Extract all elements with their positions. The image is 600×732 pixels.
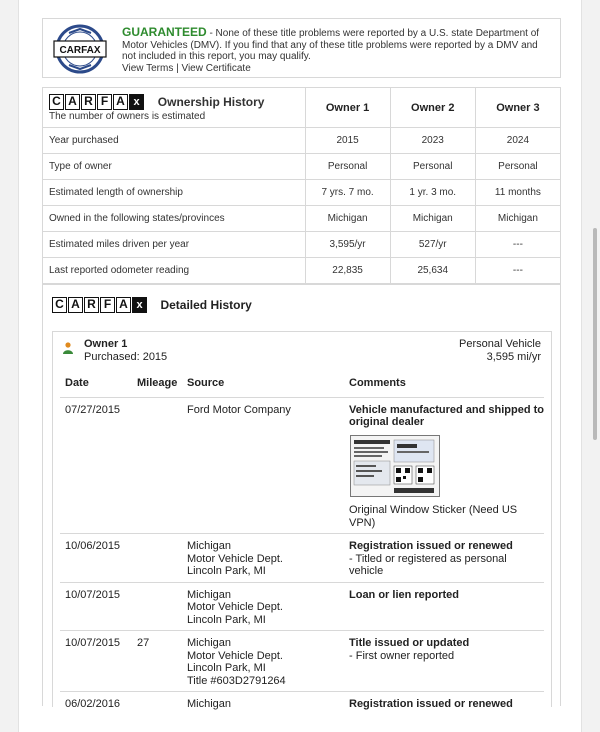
record-mileage: [132, 397, 182, 534]
carfax-logo: C A R F A x: [52, 297, 148, 313]
window-sticker-link[interactable]: Original Window Sticker (Need US VPN): [349, 504, 518, 529]
row-value: Personal: [305, 154, 390, 180]
owner-2-header: Owner 2: [390, 88, 475, 128]
table-row: [43, 180, 561, 206]
col-date: Date: [60, 370, 132, 397]
row-value: 3,595/yr: [305, 232, 390, 258]
row-label: Type of owner: [43, 154, 306, 180]
ownership-title-cell: [43, 88, 306, 128]
guarantee-text: [122, 27, 554, 74]
report-page: [18, 0, 582, 732]
history-header-row: [60, 370, 544, 397]
guarantee-links[interactable]: View Terms | View Certificate: [122, 62, 251, 74]
row-value: Personal: [390, 154, 475, 180]
record-date: 07/27/2015: [60, 397, 132, 534]
detailed-history-header: [52, 296, 252, 314]
record-source: Michigan Motor Vehicle Dept. Lincoln Park, MI Title #603D2791264: [182, 631, 344, 692]
record-comment: Title issued or updated: [349, 637, 470, 649]
col-comments: Comments: [344, 370, 544, 397]
record-mileage: [132, 582, 182, 631]
row-label: Owned in the following states/provinces: [43, 206, 306, 232]
owner-1-header: Owner 1: [305, 88, 390, 128]
row-value: 22,835: [305, 258, 390, 284]
row-label: Estimated miles driven per year: [43, 232, 306, 258]
record-comment: Vehicle manufactured and shipped to original dealer: [349, 403, 544, 428]
col-mileage: Mileage: [132, 370, 182, 397]
table-row: [43, 206, 561, 232]
row-value: 2015: [305, 128, 390, 154]
record-comments: [344, 582, 544, 631]
record-source: Michigan Motor Vehicle Dept. Lincoln Park, MI: [182, 582, 344, 631]
row-value: ---: [475, 258, 560, 284]
record-mileage: [132, 534, 182, 583]
table-row: [60, 534, 544, 583]
record-source: Michigan: [187, 698, 232, 710]
table-row: [43, 258, 561, 284]
guarantee-body: - None of these title problems were reported by a U.S. state Department of Motor Vehicles (DMV). If you find that any of these title problems were reported by a DMV and not included in this report, you may qualify.: [122, 28, 540, 62]
row-value: 1 yr. 3 mo.: [390, 180, 475, 206]
row-value: Michigan: [475, 206, 560, 232]
guarantee-badge-icon: [53, 24, 107, 74]
guarantee-box: [42, 18, 561, 78]
window-sticker-icon[interactable]: [350, 435, 440, 497]
record-comment: Registration issued or renewed: [349, 540, 513, 552]
row-value: ---: [475, 232, 560, 258]
owner-card: [52, 331, 552, 710]
record-mileage: 27: [132, 631, 182, 692]
ownership-title: Ownership History: [157, 94, 265, 109]
record-comment: Loan or lien reported: [349, 588, 460, 601]
record-comment: Registration issued or renewed: [349, 698, 513, 710]
carfax-logo: C A R F A x: [49, 94, 145, 110]
record-date: 10/07/2015: [60, 631, 132, 692]
record-comments: [344, 692, 544, 715]
owner-purchased: Purchased: 2015: [84, 351, 168, 363]
record-comments: [344, 397, 544, 534]
row-value: Michigan: [305, 206, 390, 232]
row-value: Personal: [475, 154, 560, 180]
table-row: [43, 154, 561, 180]
table-row: [60, 692, 544, 715]
scrollbar[interactable]: [593, 228, 597, 440]
detailed-history: [42, 284, 561, 710]
row-label: Year purchased: [43, 128, 306, 154]
row-value: 2024: [475, 128, 560, 154]
table-row: [60, 397, 544, 534]
record-comments: [344, 631, 544, 692]
record-date: 06/02/2016: [65, 698, 121, 710]
record-comments: [344, 534, 544, 583]
row-value: 7 yrs. 7 mo.: [305, 180, 390, 206]
record-detail: - First owner reported: [349, 649, 455, 662]
detailed-history-title: Detailed History: [160, 297, 252, 312]
ownership-header-row: [43, 88, 561, 128]
history-table: [60, 370, 544, 715]
owner-3-header: Owner 3: [475, 88, 560, 128]
table-row: [43, 232, 561, 258]
table-row: [60, 631, 544, 692]
owner-name: Owner 1: [84, 338, 128, 350]
col-source: Source: [182, 370, 344, 397]
record-date: 10/06/2015: [60, 534, 132, 583]
owner-vehicle-type: Personal Vehicle: [459, 338, 541, 350]
row-value: 2023: [390, 128, 475, 154]
guarantee-title: GUARANTEED: [122, 25, 207, 39]
ownership-subtitle: The number of owners is estimated: [49, 110, 206, 122]
row-value: 527/yr: [390, 232, 475, 258]
owner-miles: 3,595 mi/yr: [486, 351, 541, 363]
table-row: [43, 128, 561, 154]
record-detail: - Titled or registered as personal vehicle: [349, 552, 507, 577]
badge-text: CARFAX: [59, 45, 101, 56]
row-value: Michigan: [390, 206, 475, 232]
table-row: [60, 582, 544, 631]
record-source: Michigan Motor Vehicle Dept. Lincoln Park, MI: [182, 534, 344, 583]
ownership-table: [42, 87, 561, 284]
row-value: 25,634: [390, 258, 475, 284]
row-label: Estimated length of ownership: [43, 180, 306, 206]
record-source: Ford Motor Company: [182, 397, 344, 534]
record-mileage: [132, 692, 182, 715]
row-label: Last reported odometer reading: [43, 258, 306, 284]
record-date: 10/07/2015: [60, 582, 132, 631]
row-value: 11 months: [475, 180, 560, 206]
person-icon: [63, 342, 73, 354]
